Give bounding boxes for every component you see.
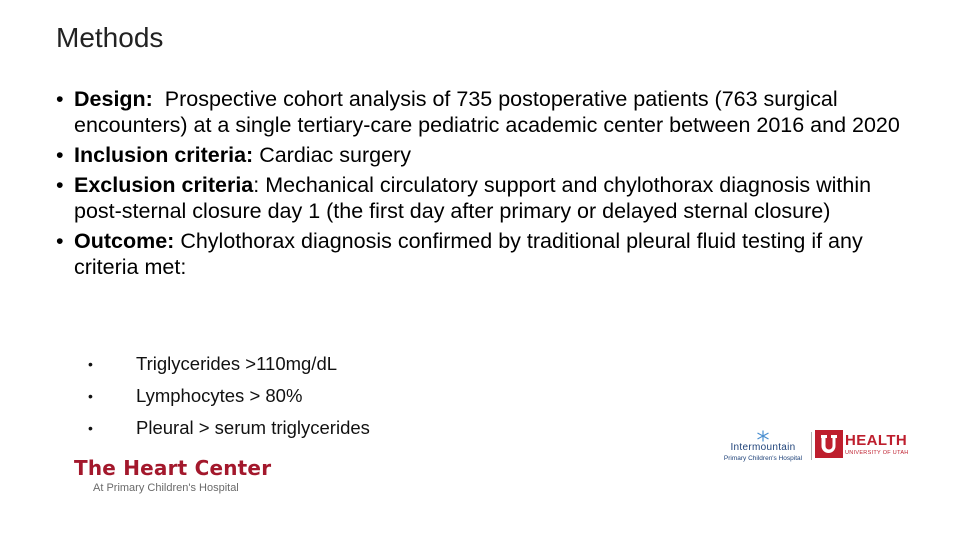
bullet-marker: • (56, 229, 64, 253)
slide-title: Methods (56, 22, 164, 53)
main-bullet-list (56, 86, 916, 284)
sub-bullet-marker: • (88, 420, 93, 436)
bullet-label: Design: (74, 87, 153, 111)
sub-bullet-text: Pleural > serum triglycerides (136, 417, 370, 438)
bullet-text: Chylothorax diagnosis confirmed by traditional pleural fluid testing if any criteria met: (74, 229, 869, 279)
bullet-text: : Mechanical circulatory support and chylothorax diagnosis within post-sternal closure day 1 (the first day after primary or delayed sternal closure) (74, 173, 878, 223)
sub-bullet-marker: • (88, 388, 93, 404)
u-health-name: HEALTH (845, 431, 908, 449)
heart-center-logo (74, 456, 271, 494)
bullet-label: Inclusion criteria: (74, 143, 254, 167)
bullet-text: Cardiac surgery (253, 143, 411, 167)
u-health-subtitle: UNIVERSITY OF UTAH (845, 449, 909, 456)
u-health-logo (815, 430, 909, 458)
criteria-sub-list (86, 348, 370, 444)
university-u-icon (815, 430, 843, 458)
sub-bullet-triglycerides (86, 348, 370, 380)
intermountain-name: Intermountain (730, 442, 796, 453)
sub-bullet-text: Lymphocytes > 80% (136, 385, 303, 406)
bullet-marker: • (56, 143, 64, 167)
sub-bullet-lymphocytes (86, 380, 370, 412)
sub-bullet-pleural (86, 412, 370, 444)
bullet-marker: • (56, 173, 64, 197)
bullet-inclusion (56, 142, 916, 168)
bullet-label: Exclusion criteria (74, 173, 254, 197)
bullet-label: Outcome: (74, 229, 175, 253)
snowflake-icon (756, 430, 770, 442)
heart-center-name: The Heart Center (74, 456, 272, 480)
logo-divider (811, 432, 812, 460)
sub-bullet-marker: • (88, 356, 93, 372)
bullet-text: Prospective cohort analysis of 735 postoperative patients (763 surgical encounters) at a single tertiary-care pediatric academic center between 2016 and 2020 (74, 87, 900, 137)
bullet-design (56, 86, 916, 138)
heart-center-subtitle: At Primary Children's Hospital (93, 482, 239, 494)
intermountain-logo (720, 430, 806, 462)
bullet-exclusion (56, 172, 916, 224)
bullet-marker: • (56, 87, 64, 111)
bullet-outcome (56, 228, 916, 280)
sub-bullet-text: Triglycerides >110mg/dL (136, 353, 338, 374)
intermountain-subtitle: Primary Children's Hospital (723, 455, 803, 462)
